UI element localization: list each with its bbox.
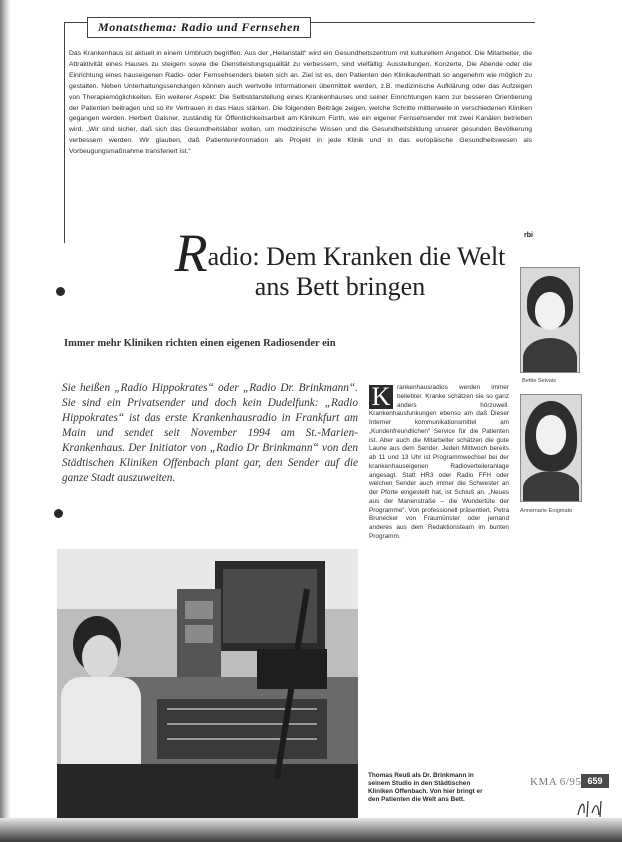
article-headline [170, 223, 510, 302]
column-text: rankenhausradios werden immer beliebter. Kranke schätzen sie so ganz anders hörzuwell. Krankenhausfunkungen ebenso am daß Dieser Interner kommunikationsmittel am „Kundenfreundlichen“ Service für die Patienten ist. Aber auch die Mitarbeiter schätzen die gute Laune aus dem Sender. Jeden Mittwoch bereits ab 11 und 13 Uhr ist Programmwechsel bei der krankenhauseigenen Radioverteileranlage angesagt. Statt HR3 oder Radio FFH oder welchen Sender auch immer die Schwester an der Pforte eingestellt hat, ist Schluß an. „Neues aus der Marienstraße – die Wundertüte der Programme“. Von professionell präsentiert, Petra Brunecker von Fraumünster oder jemand anderes aus dem Redaktionsteam im bunten Programm. [369, 384, 509, 540]
portrait-caption: Bettie Selvais [522, 378, 556, 384]
headline-line2: ans Bett bringen [254, 272, 426, 301]
portrait-caption: Annemarie Enigmato [520, 508, 573, 514]
editorial-box [64, 22, 535, 243]
column-initial: K [369, 385, 393, 409]
studio-photo [57, 549, 358, 820]
article-subhead: Immer mehr Kliniken richten einen eigenen Radiosender ein [64, 338, 336, 349]
headline-line1: adio: Dem Kranken die Welt [207, 242, 506, 271]
punch-hole [56, 287, 65, 296]
handwritten-mark [575, 797, 605, 819]
photo-caption: Thomas Reuß als Dr. Brinkmann in seinem Studio in den Städtischen Kliniken Offenbach. Von hier bringt er den Patienten die Welt ans Bett. [368, 772, 483, 803]
editorial-signature: rbi [524, 232, 533, 239]
punch-hole [54, 509, 63, 518]
headline-initial: R [174, 223, 208, 283]
portrait-photo [520, 394, 582, 502]
section-title: Monatsthema: Radio und Fernsehen [87, 17, 311, 38]
editorial-text: Das Krankenhaus ist aktuell in einem Umbruch begriffen. Aus der „Heilanstalt“ wird ein Gesundheitszentrum mit kulturellem Angebot. Die Mitarbeiter, die Attraktivität eines Hauses zu steigern sowie die Dienstleistungsqualität zu verbessern, sind vielfältig: Ausstellungen, Konzerte, Die Abende oder die Einrichtung eines hauseigenen Radio- oder Fernsehsenders bieten sich an. Ziel ist es, den Patienten den Klinikaufenthalt so angenehm wie möglich zu gestalten. Neben Unterhaltungssendungen können auch wertvolle Informationen übermittelt werden, z.B. medizinische Aufklärung oder das Aufzeigen von Therapiemöglichkeiten. Ein weiterer Aspekt: Die Selbstdarstellung eines Krankenhauses und seiner Einrichtungen kann zur besseren Orientierung der Patienten beitragen und so ihr Vertrauen in das Haus stärken. Die folgenden Beiträge zeigen, welche Schritte mittlerweile in verschiedenen Kliniken gegangen werden. Herbert Galsner, zuständig für Öffentlichkeitsarbeit am Klinikum Fürth, wie ein eigener Fernsehsender mit zwei Kanälen betrieben wird. „Wir sind sicher, daß sich das Gesundheitslabor wollen, um medizinische Wissen und die Gesundheitsbildung unserer gesunden Bevölkerung verbessern werden. Wir glauben, daß Patienteninformation als Projekt in jede Klinik und in das europäische Gesundheitswesen als Vorbeugungsmaßnahme transferiert ist.“ [69, 50, 532, 156]
portrait-photo [520, 267, 580, 373]
scan-shadow-bottom [0, 818, 622, 842]
magazine-issue: KMA 6/95 [530, 776, 582, 788]
article-lede: Sie heißen „Radio Hippokrates“ oder „Radio Dr. Brinkmann“. Sie sind ein Privatsender und doch kein Dudelfunk: „Radio Hippokrates“ ist das erste Krankenhausradio in Frankfurt am Main und sendet seit November 1994 am St.-Marien-Krankenhaus. Der Initiator von „Radio Dr Brinkmann“ von den Städtischen Kliniken Offenbach plant gar, den Sender auf die ganze Stadt auszuweiten. [62, 382, 358, 484]
scan-shadow-left [0, 0, 10, 842]
article-column [369, 384, 509, 542]
page-number: 659 [581, 774, 609, 788]
studio-photo-drawing [57, 549, 358, 820]
